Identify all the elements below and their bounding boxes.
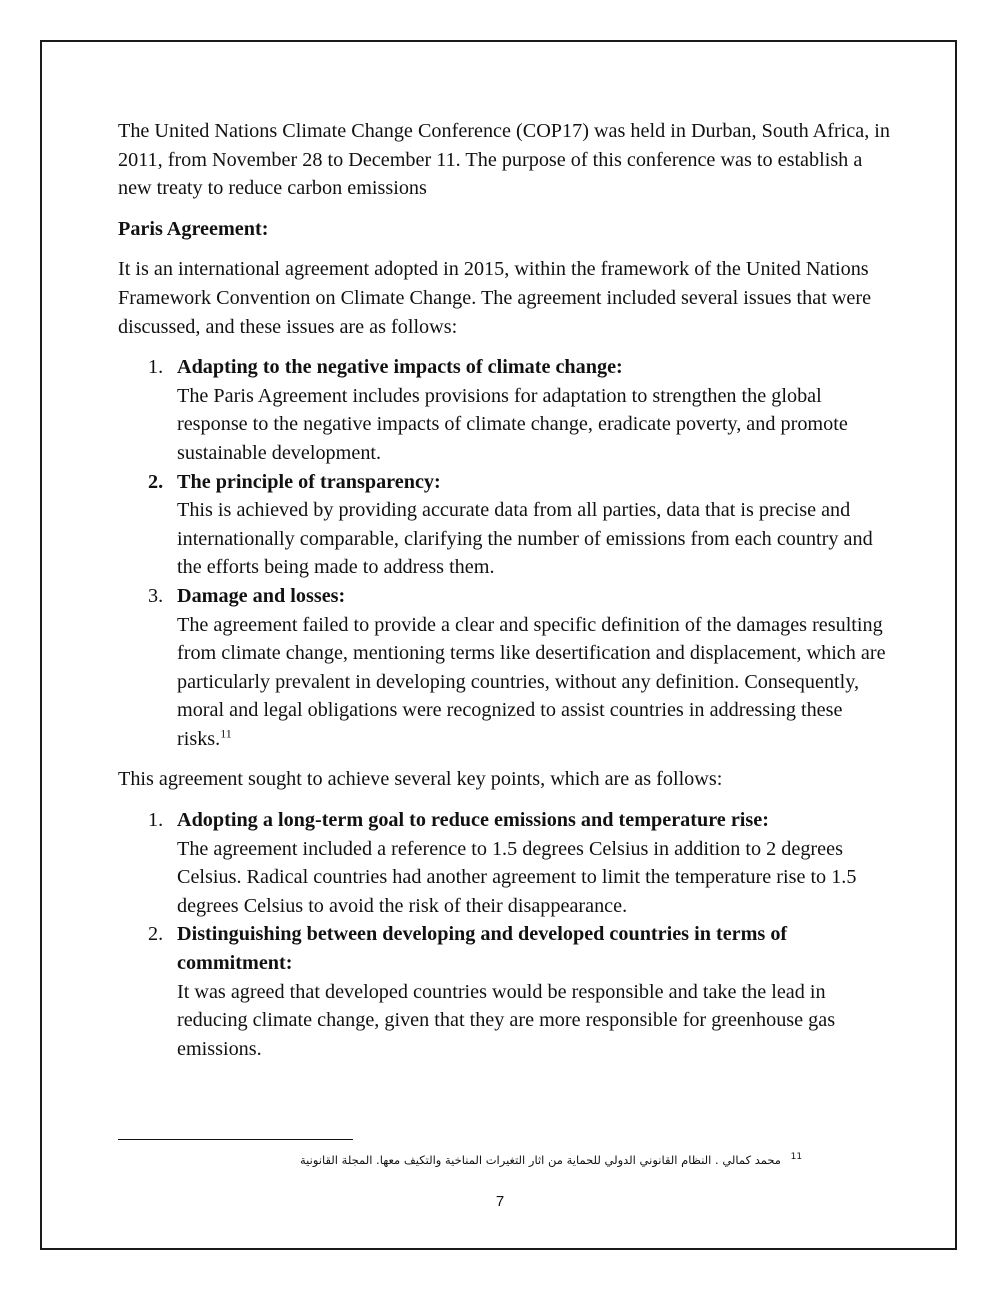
list-item-body: The Paris Agreement includes provisions for adaptation to strengthen the global response to the negative impacts of climate change, eradicate poverty, and promote sustainable development. (177, 384, 848, 464)
list-item-title: The principle of transparency: (177, 470, 441, 493)
issues-list (118, 353, 893, 753)
list-item-number: 1. (148, 356, 164, 379)
page-number: 7 (495, 1193, 505, 1210)
list-item-title: Distinguishing between developing and developed countries in terms of commitment: (177, 923, 788, 975)
footnote (300, 1152, 885, 1167)
list-item (118, 353, 893, 467)
list-item-title: Damage and losses: (177, 584, 346, 607)
footnote-reference[interactable]: 11 (220, 726, 232, 741)
key-points-list (118, 806, 893, 1063)
list-item-body (177, 611, 893, 754)
list-item (118, 806, 893, 920)
document-body (118, 117, 893, 1075)
list-item (118, 582, 893, 754)
list-item-title: Adapting to the negative impacts of climate change: (177, 356, 623, 379)
list-item (118, 468, 893, 582)
section-heading-paris-agreement: Paris Agreement: (118, 217, 269, 240)
list-item-number: 3. (148, 584, 164, 607)
list-item-number: 2. (148, 923, 164, 946)
list-item-number: 1. (148, 809, 164, 832)
list-item (118, 920, 893, 1063)
footnote-number: 11 (790, 1152, 803, 1162)
list-item-title: Adopting a long-term goal to reduce emissions and temperature rise: (177, 809, 769, 832)
list-item-body: This is achieved by providing accurate data from all parties, data that is precise and internationally comparable, clarifying the number of emissions from each country and the efforts being made to address them. (177, 499, 873, 579)
intro-paragraph: The United Nations Climate Change Conference (COP17) was held in Durban, South Africa, in 2011, from November 28 to December 11. The purpose of this conference was to establish a new treaty to reduce carbon emissions (118, 120, 891, 200)
footnote-separator (118, 1139, 353, 1140)
key-points-intro: This agreement sought to achieve several key points, which are as follows: (118, 768, 723, 791)
list-item-body: The agreement included a reference to 1.5 degrees Celsius in addition to 2 degrees Celsius. Radical countries had another agreement to limit the temperature rise to 1.5 degrees Celsius to avoid the risk of their disappearance. (177, 837, 857, 917)
paris-paragraph: It is an international agreement adopted in 2015, within the framework of the United Nations Framework Convention on Climate Change. The agreement included several issues that were discussed, and these issues are as follows: (118, 258, 872, 338)
list-item-body-text: The agreement failed to provide a clear and specific definition of the damages resulting from climate change, mentioning terms like desertification and displacement, which are particularly prevalent in developing countries, without any definition. Consequently, moral and legal obligations were recognized to assist countries in addressing these risks. (177, 613, 886, 750)
list-item-body: It was agreed that developed countries would be responsible and take the lead in reducing climate change, given that they are more responsible for greenhouse gas emissions. (177, 980, 836, 1060)
footnote-text: محمد كمالي . النظام القانوني الدولي للحماية من اثار التغيرات المناخية والتكيف معها. المجلة القانونية (300, 1152, 781, 1167)
list-item-number: 2. (148, 470, 164, 493)
